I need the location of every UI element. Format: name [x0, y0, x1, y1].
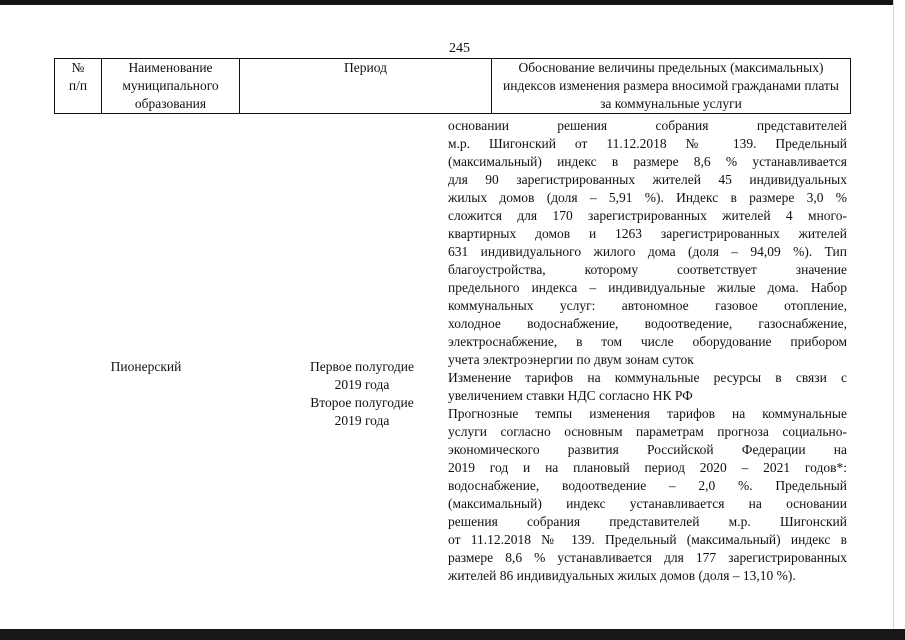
- text-line: холодное водоснабжение, водоотведение, газоснабжение,: [448, 316, 847, 331]
- text-line: увеличением ставки НДС согласно НК РФ: [448, 388, 693, 403]
- header-text: образования: [134, 96, 207, 111]
- text-line: для 90 зарегистрированных жителей 45 индивидуальных: [448, 172, 847, 187]
- text-line: жилых домов (доля – 5,91 %). Индекс в размере 3,0 %: [448, 190, 847, 205]
- text-line: решения собрания представителей м.р. Шигонский: [448, 514, 847, 529]
- text-line: жителей 86 индивидуальных жилых домов (доля – 13,10 %).: [448, 568, 796, 583]
- row-justification-paragraph: [448, 369, 847, 585]
- text-line: учета электроэнергии по двум зонам суток: [448, 352, 694, 367]
- header-text: Период: [344, 60, 387, 75]
- period-line: 2019 года: [334, 413, 390, 428]
- text-line: квартирных домов и 1263 зарегистрированных жителей: [448, 226, 847, 241]
- text-line: 2019 год и на плановый период 2020 – 2021 годов*:: [448, 460, 847, 475]
- period-line: Первое полугодие: [310, 359, 414, 374]
- header-col-period: [240, 59, 492, 114]
- table-header: [54, 58, 851, 114]
- text-line: водоснабжение, водоотведение – 2,0 %. Предельный: [448, 478, 847, 493]
- header-text: муниципального: [122, 78, 219, 93]
- text-line: экономического развития Российской Федерации на: [448, 442, 847, 457]
- scan-border-bottom: [0, 629, 905, 640]
- text-line: 631 индивидуального жилого дома (доля – 94,09 %). Тип: [448, 244, 847, 259]
- text-line: основании решения собрания представителей: [448, 118, 847, 133]
- text-line: Прогнозные темпы изменения тарифов на коммунальные: [448, 406, 847, 421]
- period-line: Второе полугодие: [310, 395, 414, 410]
- header-text: №: [71, 60, 85, 75]
- header-text: индексов изменения размера вносимой гражданами платы: [503, 78, 839, 93]
- text-line: от 11.12.2018 № 139. Предельный (максимальный) индекс в: [448, 532, 847, 547]
- scan-border-top: [0, 0, 905, 5]
- scan-edge-right: [893, 0, 905, 640]
- header-text: п/п: [68, 78, 88, 93]
- header-col-municipality: [102, 59, 240, 114]
- text-line: сложится для 170 зарегистрированных жителей 4 много-: [448, 208, 847, 223]
- municipality-cell: Пионерский: [110, 359, 182, 374]
- period-cell: [298, 358, 426, 430]
- text-line: м.р. Шигонский от 11.12.2018 № 139. Предельный: [448, 136, 847, 151]
- text-line: благоустройства, которому соответствует значение: [448, 262, 847, 277]
- text-line: Изменение тарифов на коммунальные ресурсы в связи с: [448, 370, 847, 385]
- continuation-paragraph: [448, 117, 847, 369]
- page-number: 245: [449, 41, 470, 56]
- text-line: услуги согласно основным параметрам прогноза социально-: [448, 424, 847, 439]
- header-text: Наименование: [128, 60, 213, 75]
- header-text: за коммунальные услуги: [600, 96, 742, 111]
- period-line: 2019 года: [334, 377, 390, 392]
- text-line: (максимальный) индекс устанавливается на основании: [448, 496, 847, 511]
- justification-column: [448, 117, 847, 585]
- text-line: размере 8,6 % устанавливается для 177 зарегистрированных: [448, 550, 847, 565]
- header-col-justification: [492, 59, 851, 114]
- header-text: Обоснование величины предельных (максимальных): [518, 60, 824, 75]
- header-col-number: [55, 59, 102, 114]
- text-line: предельного индекса – индивидуальные жилые дома. Набор: [448, 280, 847, 295]
- text-line: (максимальный) индекс в размере 8,6 % устанавливается: [448, 154, 847, 169]
- text-line: коммунальных услуг: автономное газовое отопление,: [448, 298, 847, 313]
- text-line: электроснабжение, в том числе оборудование прибором: [448, 334, 847, 349]
